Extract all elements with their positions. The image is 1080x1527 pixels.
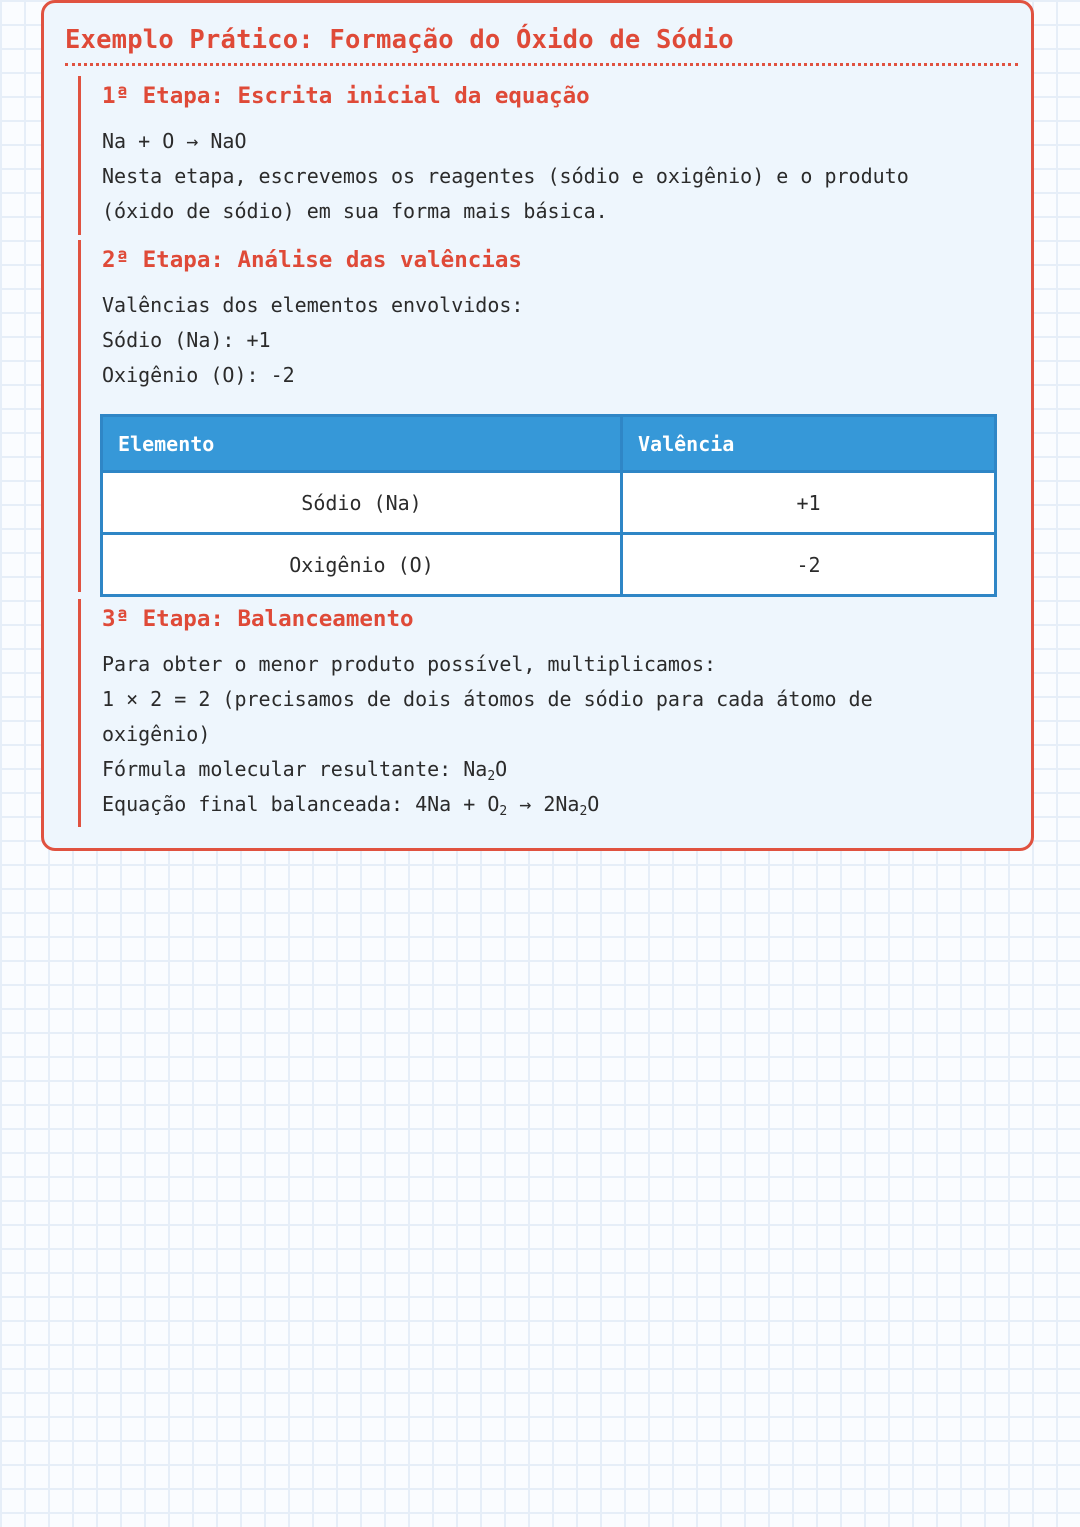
final-sub-2: 2	[579, 803, 588, 819]
table-row	[102, 472, 996, 534]
step-2-line-intro: Valências dos elementos envolvidos:	[102, 292, 524, 317]
step-2-line-sodium: Sódio (Na): +1	[102, 327, 271, 352]
step-3	[78, 599, 998, 827]
final-part-3: O	[587, 791, 600, 816]
table-cell-element: Sódio (Na)	[102, 472, 622, 534]
title-divider	[65, 63, 1018, 66]
final-part-1: 4Na + O	[415, 791, 500, 816]
step-1	[78, 76, 998, 235]
step-3-title: Etapa: Balanceamento	[142, 606, 414, 632]
step-1-title: Etapa: Escrita inicial da equação	[142, 83, 590, 109]
step-3-calc: 1 × 2 = 2 (precisamos de dois átomos de sódio para cada átomo de oxigênio)	[102, 686, 873, 746]
step-2-body	[102, 288, 998, 393]
step-3-heading	[102, 599, 998, 631]
example-card	[41, 0, 1034, 851]
final-sub-1: 2	[499, 803, 508, 819]
step-1-text: Nesta etapa, escrevemos os reagentes (sódio e oxigênio) e o produto (óxido de sódio) em sua forma mais básica.	[102, 163, 909, 223]
table-header-element: Elemento	[102, 416, 622, 472]
step-3-ordinal: 3ª	[102, 606, 130, 632]
step-2-title: Etapa: Análise das valências	[142, 247, 522, 273]
step-3-intro: Para obter o menor produto possível, multiplicamos:	[102, 651, 717, 676]
step-3-final-equation	[102, 787, 998, 822]
table-cell-valence: -2	[622, 534, 996, 596]
final-part-2: → 2Na	[507, 791, 580, 816]
valence-table	[100, 414, 997, 597]
step-2-line-oxygen: Oxigênio (O): -2	[102, 362, 295, 387]
final-label: Equação final balanceada:	[102, 791, 416, 816]
step-3-formula	[102, 752, 998, 787]
table-header-row	[102, 416, 996, 472]
step-3-body	[102, 647, 998, 822]
formula-o: O	[495, 756, 508, 781]
step-1-equation: Na + O → NaO	[102, 128, 247, 153]
table-cell-valence: +1	[622, 472, 996, 534]
table-cell-element: Oxigênio (O)	[102, 534, 622, 596]
step-1-ordinal: 1ª	[102, 83, 130, 109]
formula-label: Fórmula molecular resultante:	[102, 756, 464, 781]
table-header-valence: Valência	[622, 416, 996, 472]
step-1-body	[102, 124, 998, 229]
step-2-ordinal: 2ª	[102, 247, 130, 273]
formula-na: Na	[463, 756, 488, 781]
step-1-heading	[102, 76, 998, 108]
formula-subscript: 2	[487, 768, 496, 784]
table-row	[102, 534, 996, 596]
step-2-heading	[102, 240, 998, 272]
card-title: Exemplo Prático: Formação do Óxido de Sódio	[65, 25, 734, 55]
